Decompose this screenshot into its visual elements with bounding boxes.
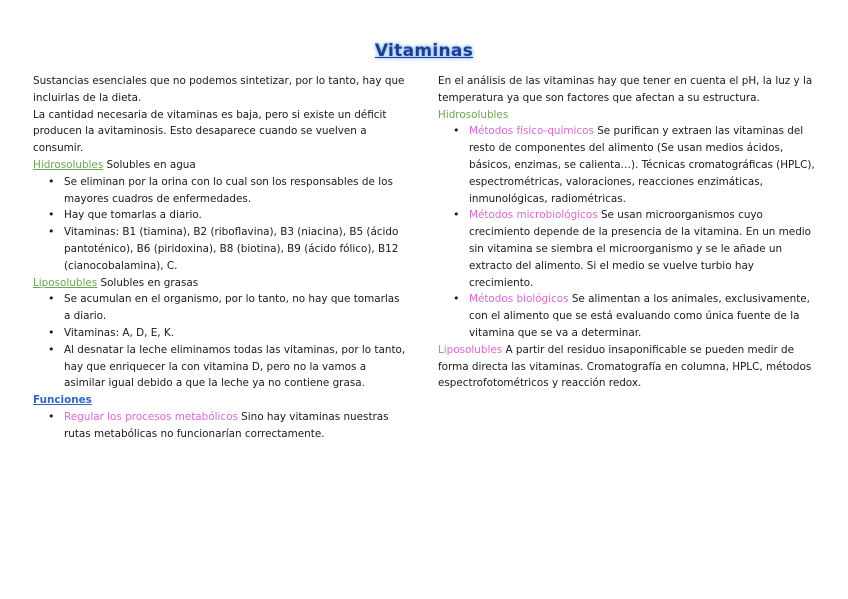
list-item: • Se eliminan por la orina con lo cual son los responsables de los mayores cuadros de enfermedades. xyxy=(64,174,408,208)
right-column xyxy=(438,73,816,392)
hidrosolubles-methods-label: Hidrosolubles xyxy=(438,108,509,121)
list-item xyxy=(469,207,816,291)
list-item: • Se acumulan en el organismo, por lo tanto, no hay que tomarlas a diario. xyxy=(64,291,408,325)
page-title xyxy=(0,41,848,61)
funciones-label: Funciones xyxy=(33,394,92,407)
hidrosolubles-list xyxy=(33,174,408,275)
funciones-item-label: Regular los procesos metabólicos xyxy=(64,410,238,423)
method-text: Se alimentan a los animales, exclusivamente, con el alimento que se está evaluando como única fuente de la vitamina que se va a determinar. xyxy=(469,293,810,339)
liposolubles-heading xyxy=(33,275,408,292)
liposolubles-text: Solubles en grasas xyxy=(97,276,199,289)
list-item: • Vitaminas: B1 (tiamina), B2 (riboflavina), B3 (niacina), B5 (ácido pantoténico), B6 (piridoxina), B8 (biotina), B9 (ácido fólico), B12 (cianocobalamina), C. xyxy=(64,224,408,274)
funciones-list xyxy=(33,409,408,443)
liposolubles-methods-text: A partir del residuo insaponificable se pueden medir de forma directa las vitaminas. Cromatografía en columna, HPLC, métodos espectrofotométricos y reacción redox. xyxy=(438,343,812,390)
method-label: Métodos biológicos xyxy=(469,293,569,306)
funciones-heading xyxy=(33,392,408,409)
liposolubles-label: Liposolubles xyxy=(33,276,98,289)
method-text: Se usan microorganismos cuyo crecimiento depende de la presencia de la vitamina. En un medio sin vitamina se siembra el microorganismo y se le añade un extracto del alimento. Si el medio se vuelve turbio hay crecimiento. xyxy=(469,209,812,289)
method-label: Métodos físico-químicos xyxy=(469,125,594,138)
list-item: • Al desnatar la leche eliminamos todas las vitaminas, por lo tanto, hay que enriquecer la con vitamina D, pero no la vamos a asimilar igual debido a que la leche ya no contiene grasa. xyxy=(64,342,408,392)
hidrosolubles-methods-heading xyxy=(438,107,816,124)
liposolubles-methods-paragraph xyxy=(438,342,816,392)
analysis-intro: En el análisis de las vitaminas hay que tener en cuenta el pH, la luz y la temperatura ya que son factores que afectan a su estructura. xyxy=(438,75,813,104)
list-item xyxy=(64,409,408,443)
hidrosolubles-text: Solubles en agua xyxy=(103,158,196,171)
list-item xyxy=(469,123,816,207)
liposolubles-methods-label: Liposolubles xyxy=(438,343,503,356)
intro-paragraph-2: La cantidad necesaria de vitaminas es baja, pero si existe un déficit producen la avitaminosis. Esto desaparece cuando se vuelven a consumir. xyxy=(33,108,387,155)
list-item: • Vitaminas: A, D, E, K. xyxy=(64,325,408,342)
list-item: • Hay que tomarlas a diario. xyxy=(64,207,408,224)
method-text: Se purifican y extraen las vitaminas del resto de componentes del alimento (Se usan medios ácidos, básicos, enzimas, se calienta…). Técnicas cromatográficas (HPLC), espectrométricas, valoraciones, reacciones enzimáticas, inmunológicas, radiométricas. xyxy=(469,125,815,205)
intro-paragraph-1: Sustancias esenciales que no podemos sintetizar, por lo tanto, hay que incluirlas de la dieta. xyxy=(33,75,405,104)
funciones-item-text: Sino hay vitaminas nuestras rutas metabólicas no funcionarían correctamente. xyxy=(64,410,389,440)
method-label: Métodos microbiológicos xyxy=(469,209,598,222)
list-item xyxy=(469,291,816,341)
left-column xyxy=(33,73,408,443)
page-title-text: Vitaminas xyxy=(374,41,474,61)
liposolubles-list xyxy=(33,291,408,392)
methods-list xyxy=(438,123,816,341)
hidrosolubles-label: Hidrosolubles xyxy=(33,158,104,171)
hidrosolubles-heading xyxy=(33,157,408,174)
